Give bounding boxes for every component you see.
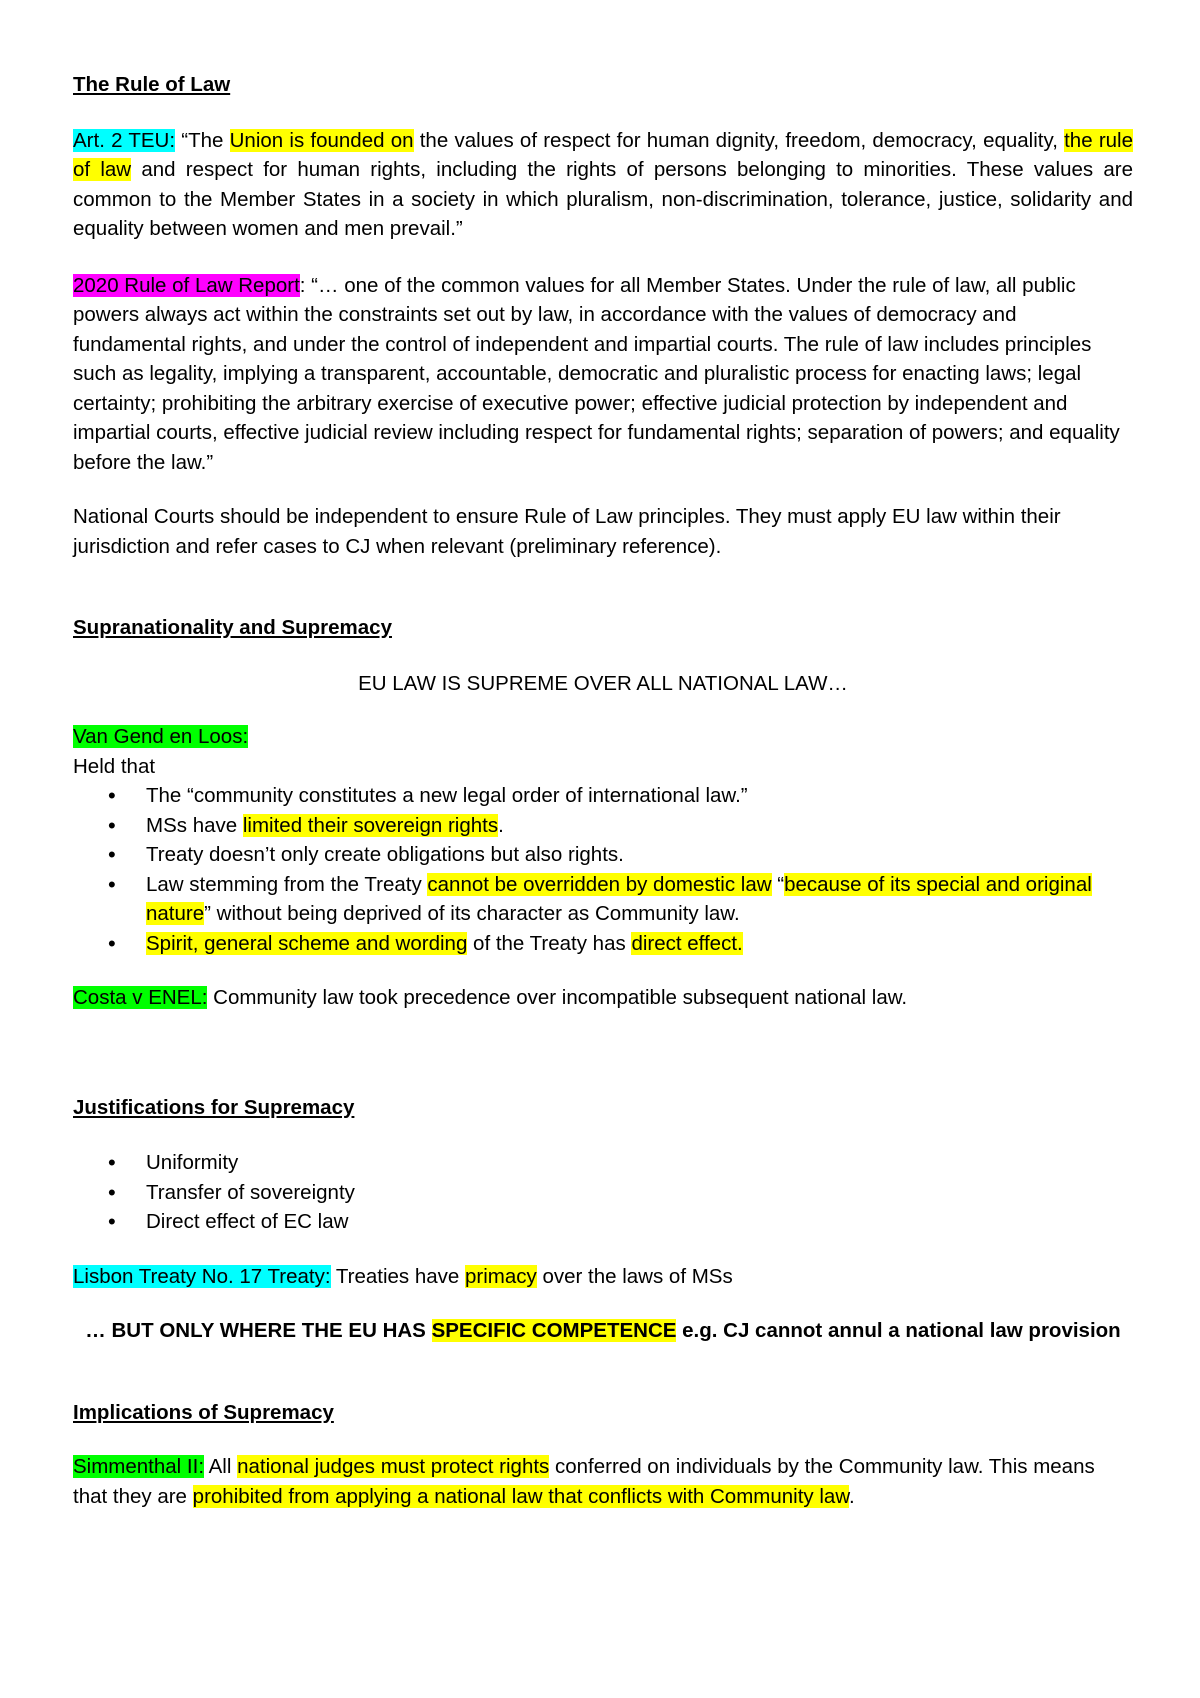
bullet-text: Transfer of sovereignty [146,1180,355,1204]
costa-label: Costa v ENEL: [73,986,208,1009]
simmenthal-text: All [204,1455,238,1478]
report-text: : “… one of the common values for all Member States. Under the rule of law, all public powers always act within the constraints set out by law, in accordance with the values of democracy and fundamental rights, and under the control of independent and impartial courts. The rule of law includes principles such as legality, implying a transparent, accountable, democratic and pluralistic process for enacting laws; legal certainty; prohibiting the arbitrary exercise of executive power; effective judicial protection by independent and impartial courts, effective judicial review including respect for fundamental rights; separation of powers; and equality before the law.” [73,273,1120,474]
bullet-text: Uniformity [146,1151,239,1174]
section-heading-justifications: Justifications for Supremacy [73,1095,355,1119]
highlight-text: cannot be overridden by domestic law [427,872,772,896]
bullet-text: ” without being deprived of its character as Community law. [204,902,740,925]
report-label: 2020 Rule of Law Report [73,273,300,297]
bullet-text: . [498,813,504,837]
national-courts-paragraph: National Courts should be independent to ensure Rule of Law principles. They must apply EU law within their jurisdiction and refer cases to CJ when relevant (preliminary reference). [73,505,1061,558]
van-gend-label: Van Gend en Loos: [73,725,249,748]
list-item [73,811,1133,841]
van-gend-held: Held that [73,754,156,778]
bullet-icon: • [108,871,116,897]
list-item [73,1178,1133,1208]
justifications-bullet-list [73,1148,1133,1237]
bullet-text: Law stemming from the Treaty [146,872,428,896]
lisbon-text: Treaties have [330,1264,465,1288]
rule-of-law-report-paragraph [73,271,1133,478]
highlight-text: direct effect. [631,931,743,955]
simmenthal-highlight: national judges must protect rights [237,1455,550,1478]
but-text: e.g. CJ cannot annul a national law provision [676,1319,1121,1342]
simmenthal-text: conferred on individuals by the Community law. This means that they are [73,1455,1095,1508]
highlight-text: limited their sovereign rights [242,813,499,837]
art2-highlight-union: Union is founded on [229,128,414,152]
art2-teu-paragraph [73,126,1133,244]
art2-highlight-rule-of-law: the rule of law [73,128,1133,181]
specific-competence-line [73,1316,1133,1346]
art2-text-2: the values of respect for human dignity, freedom, democracy, equality, [413,128,1065,152]
lisbon-text: over the laws of MSs [536,1264,733,1288]
costa-text: Community law took precedence over incompatible subsequent national law. [207,986,908,1009]
van-gend-bullet-list [73,781,1133,958]
document-page [73,70,1133,1511]
list-item [73,781,1133,811]
bullet-icon: • [108,1209,116,1234]
bullet-icon: • [108,812,116,838]
bullet-text: The “community constitutes a new legal order of international law.” [146,784,748,807]
list-item [73,929,1133,959]
bullet-text: “ [771,872,785,896]
section-heading-rule-of-law: The Rule of Law [73,73,231,96]
list-item [73,1148,1133,1178]
bullet-icon: • [108,1150,116,1175]
bullet-text: Direct effect of EC law [146,1210,349,1233]
bullet-text: MSs have [146,813,243,837]
but-text: … BUT ONLY WHERE THE EU HAS [85,1319,432,1342]
art2-text-3: and respect for human rights, including the rights of persons belonging to minorities. These values are common to the Member States in a society in which pluralism, non-discrimination, tolerance, justice, solidarity and equality between women and men prevail.” [73,158,1133,240]
bullet-icon: • [108,930,116,956]
bullet-text: of the Treaty has [467,931,632,955]
lisbon-paragraph [73,1262,1133,1292]
list-item [73,840,1133,870]
bullet-icon: • [108,842,116,867]
bullet-icon: • [108,783,116,808]
simmenthal-text: . [849,1484,855,1508]
bullet-text: Treaty doesn’t only create obligations but also rights. [146,843,624,866]
simmenthal-paragraph [73,1452,1133,1511]
simmenthal-highlight: prohibited from applying a national law that conflicts with Community law [192,1484,849,1508]
bullet-icon: • [108,1179,116,1205]
highlight-text: because of its special and original nature [146,872,1092,925]
simmenthal-label: Simmenthal II: [73,1455,205,1478]
highlight-text: Spirit, general scheme and wording [146,931,468,955]
art2-text-1: “The [175,128,230,152]
but-highlight: SPECIFIC COMPETENCE [431,1319,677,1342]
section-heading-implications: Implications of Supremacy [73,1400,334,1424]
supremacy-banner: EU LAW IS SUPREME OVER ALL NATIONAL LAW… [358,671,848,695]
art2-teu-label: Art. 2 TEU: [73,128,176,152]
van-gend-label-line [73,722,1133,752]
lisbon-highlight: primacy [465,1264,537,1288]
lisbon-label: Lisbon Treaty No. 17 Treaty: [73,1264,331,1288]
costa-paragraph [73,983,1133,1013]
list-item [73,1207,1133,1237]
section-heading-supremacy: Supranationality and Supremacy [73,616,392,639]
list-item [73,870,1133,929]
